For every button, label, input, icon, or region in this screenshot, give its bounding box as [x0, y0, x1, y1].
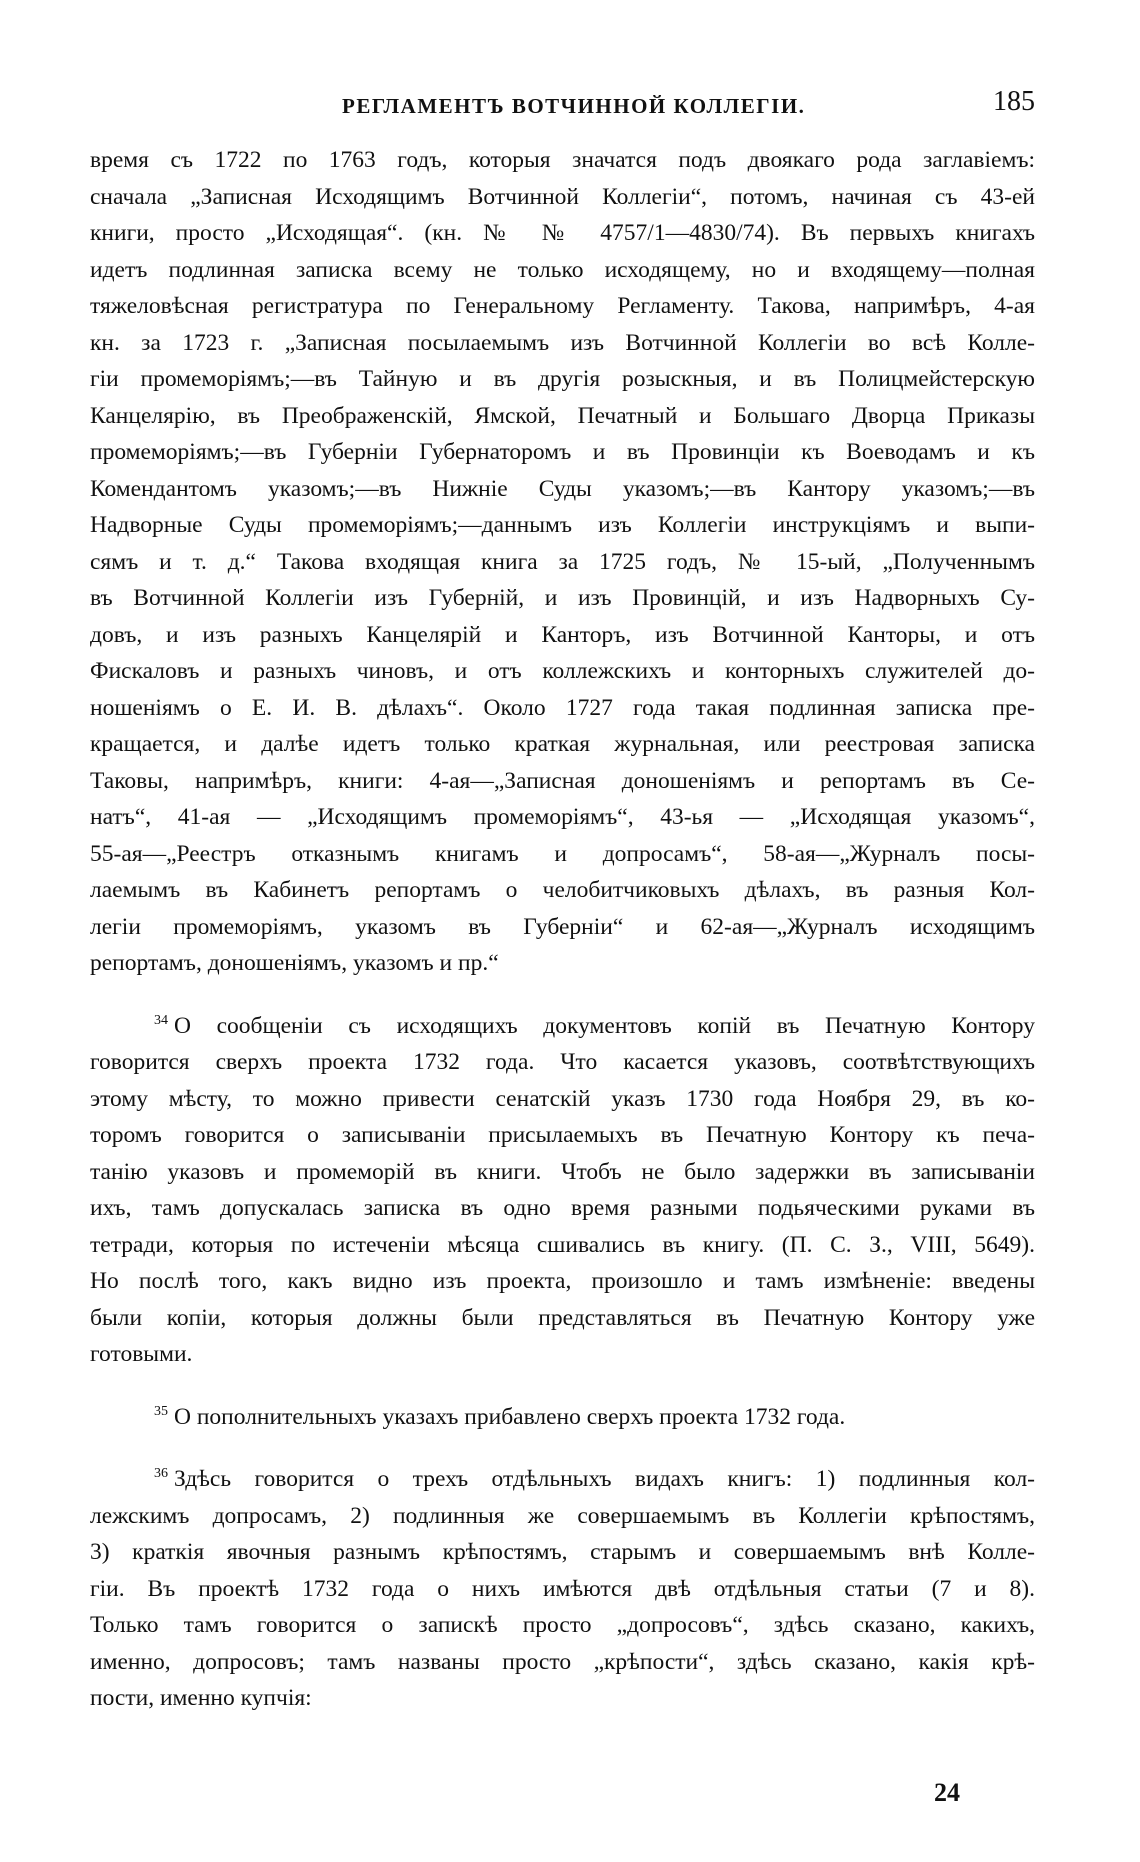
text-line: промеморіямъ;—въ Губерніи Губернаторомъ и въ Провинціи къ Воеводамъ и къ: [90, 439, 1035, 465]
text-line: Таковы, напримѣръ, книги: 4-ая—„Записная доношеніямъ и репортамъ въ Се-: [90, 767, 1035, 794]
signature-mark: 24: [934, 1778, 960, 1807]
text-line: сначала „Записная Исходящимъ Вотчинной Коллегіи“, потомъ, начиная съ 43-ей: [90, 183, 1035, 210]
text-line: Только тамъ говорится о запискѣ просто „допросовъ“, здѣсь сказано, какихъ,: [90, 1612, 1035, 1638]
page-number: 185: [993, 86, 1035, 117]
running-header: [90, 86, 1035, 126]
text-line: Надворные Суды промеморіямъ;—даннымъ изъ Коллегіи инструкціямъ и выпи-: [90, 512, 1035, 538]
text-line: ношеніямъ о Е. И. В. дѣлахъ“. Около 1727 года такая подлинная записка пре-: [90, 694, 1035, 721]
text-line: тетради, которыя по истеченіи мѣсяца сшивались въ книгу. (П. С. З., VIII, 5649).: [90, 1231, 1035, 1258]
text-line: въ Вотчинной Коллегіи изъ Губерній, и изъ Провинцій, и изъ Надворныхъ Су-: [90, 585, 1035, 611]
footnote-text: Здѣсь говорится о трехъ отдѣльныхъ видахъ книгъ: 1) подлинныя кол-: [174, 1466, 1035, 1492]
main-paragraph: [90, 142, 1035, 982]
text-line: торомъ говорится о записываніи присылаемыхъ въ Печатную Контору къ печа-: [90, 1122, 1035, 1148]
text-line: [90, 1008, 1035, 1045]
text-line: этому мѣсту, то можно привести сенатскій указъ 1730 года Ноября 29, въ ко-: [90, 1085, 1035, 1112]
running-title: РЕГЛАМЕНТЪ ВОТЧИННОЙ КОЛЛЕГІИ.: [342, 94, 806, 118]
text-line: говорится сверхъ проекта 1732 года. Что касается указовъ, соотвѣтствующихъ: [90, 1049, 1035, 1075]
footnote-text: О пополнительныхъ указахъ прибавлено сверхъ проекта 1732 года.: [174, 1403, 846, 1430]
text-line: были копіи, которыя должны были представляться въ Печатную Контору уже: [90, 1304, 1035, 1331]
text-line: идетъ подлинная записка всему не только исходящему, но и входящему—полная: [90, 256, 1035, 283]
text-line: 3) краткія явочныя разнымъ крѣпостямъ, старымъ и совершаемымъ внѣ Колле-: [90, 1539, 1035, 1565]
text-line: лаемымъ въ Кабинетъ репортамъ о челобитчиковыхъ дѣлахъ, въ разныя Кол-: [90, 877, 1035, 903]
text-line: легіи промеморіямъ, указомъ въ Губерніи“ и 62-ая—„Журналъ исходящимъ: [90, 913, 1035, 940]
footnote-mark: 35: [154, 1403, 168, 1419]
text-line: готовыми.: [90, 1341, 193, 1367]
text-line: Фискаловъ и разныхъ чиновъ, и отъ коллежскихъ и конторныхъ служителей до-: [90, 658, 1035, 684]
text-line: гіи промеморіямъ;—въ Тайную и въ другія розыскныя, и въ Полицмейстерскую: [90, 366, 1035, 392]
text-line: [90, 1399, 1035, 1436]
text-line: гіи. Въ проектѣ 1732 года о нихъ имѣются двѣ отдѣльныя статьи (7 и 8).: [90, 1575, 1035, 1602]
footnote-36: [90, 1461, 1035, 1717]
text-line: пости, именно купчія:: [90, 1685, 312, 1711]
text-line: ихъ, тамъ допускалась записка въ одно время разными подьяческими руками въ: [90, 1195, 1035, 1221]
text-line: довъ, и изъ разныхъ Канцелярій и Канторъ, изъ Вотчинной Канторы, и отъ: [90, 621, 1035, 648]
footnote-mark: 36: [154, 1466, 168, 1482]
text-line: время съ 1722 по 1763 годъ, которыя значатся подъ двоякаго рода заглавіемъ:: [90, 147, 1035, 173]
text-line: именно, допросовъ; тамъ названы просто „крѣпости“, здѣсь сказано, какія крѣ-: [90, 1648, 1035, 1675]
text-line: Но послѣ того, какъ видно изъ проекта, произошло и тамъ измѣненіе: введены: [90, 1268, 1035, 1294]
text-line: Комендантомъ указомъ;—въ Нижніе Суды указомъ;—въ Кантору указомъ;—въ: [90, 475, 1035, 502]
text-block: [90, 142, 1035, 1717]
text-line: кращается, и далѣе идетъ только краткая журнальная, или реестровая записка: [90, 731, 1035, 757]
text-line: [90, 1461, 1035, 1498]
footnote-mark: 34: [154, 1012, 168, 1028]
text-line: кн. за 1723 г. „Записная посылаемымъ изъ Вотчинной Коллегіи во всѣ Колле-: [90, 329, 1035, 356]
text-line: тяжеловѣсная регистратура по Генеральному Регламенту. Такова, напримѣръ, 4-ая: [90, 293, 1035, 319]
footnote-text: О сообщеніи съ исходящихъ документовъ копій въ Печатную Контору: [174, 1012, 1035, 1039]
text-line: книги, просто „Исходящая“. (кн. № № 4757/1—4830/74). Въ первыхъ книгахъ: [90, 220, 1035, 246]
text-line: сямъ и т. д.“ Такова входящая книга за 1725 годъ, № 15-ый, „Полученнымъ: [90, 548, 1035, 575]
text-line: Канцелярію, въ Преображенскій, Ямской, Печатный и Большаго Дворца Приказы: [90, 402, 1035, 429]
text-line: натъ“, 41-ая — „Исходящимъ промеморіямъ“, 43-ья — „Исходящая указомъ“,: [90, 804, 1035, 830]
footnote-35: [90, 1399, 1035, 1436]
text-line: танію указовъ и промеморій въ книги. Чтобъ не было задержки въ записываніи: [90, 1158, 1035, 1185]
text-line: репортамъ, доношеніямъ, указомъ и пр.“: [90, 950, 499, 976]
text-line: 55-ая—„Реестръ отказнымъ книгамъ и допросамъ“, 58-ая—„Журналъ посы-: [90, 840, 1035, 867]
text-line: лежскимъ допросамъ, 2) подлинныя же совершаемымъ въ Коллегіи крѣпостямъ,: [90, 1502, 1035, 1529]
footnote-34: [90, 1008, 1035, 1373]
